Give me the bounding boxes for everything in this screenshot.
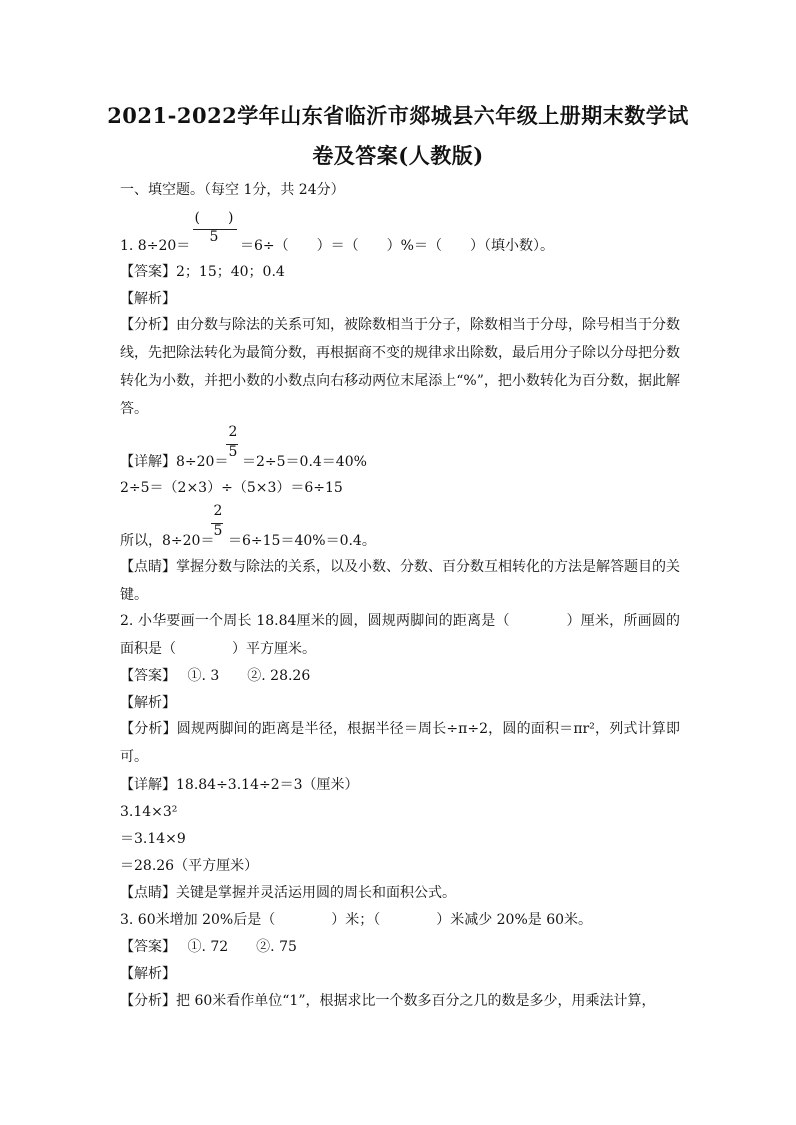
q2-dianjing: 【点睛】关键是掌握并灵活运用圆的周长和面积公式。	[120, 885, 456, 901]
q2-analysis: 【分析】圆规两脚间的距离是半径，根据半径＝周长÷π÷2，圆的面积＝πr²，列式计算即可。	[120, 721, 680, 765]
q3-answer: 【答案】 ①. 72 ②. 75	[120, 939, 297, 955]
q1-so-fraction-denominator: 5	[213, 523, 223, 539]
q1-detail-line-2: 2÷5＝（2×3）÷（5×3）＝6÷15	[120, 480, 343, 496]
q1-fraction-numerator: ( )	[194, 210, 234, 226]
q1-question-right: ＝6÷（ ）＝（ ）%＝（ ）（填小数）。	[240, 238, 554, 254]
q2-detail-line-4: ＝28.26（平方厘米）	[120, 858, 259, 874]
q2-jiexi-label: 【解析】	[120, 695, 176, 711]
q2-answer: 【答案】 ①. 3 ②. 28.26	[120, 668, 311, 684]
document-title-line-2: 卷及答案(人教版)	[312, 143, 484, 168]
q1-answer: 【答案】2；15；40；0.4	[120, 264, 285, 280]
q3-question: 3. 60米增加 20%后是（ ）米；（ ）米减少 20%是 60米。	[120, 912, 593, 928]
q1-detail-fraction-numerator: 2	[228, 424, 238, 440]
q1-conclusion-left: 所以，8÷20＝	[120, 533, 215, 549]
q2-detail-line-1: 【详解】18.84÷3.14÷2＝3（厘米）	[120, 777, 359, 793]
q1-conclusion-right: ＝6÷15＝40%＝0.4。	[228, 533, 376, 549]
q2-question: 2. 小华要画一个周长 18.84厘米的圆，圆规两脚间的距离是（ ）厘米，所画圆的面积是（ ）平方厘米。	[120, 613, 680, 657]
section-heading: 一、填空题。（每空 1分，共 24分）	[120, 182, 345, 198]
q3-analysis: 【分析】把 60米看作单位“1”，根据求比一个数多百分之几的数是多少，用乘法计算，	[120, 993, 656, 1009]
q1-analysis: 【分析】由分数与除法的关系可知，被除数相当于分子，除数相当于分母，除号相当于分数线，先把除法转化为最简分数，再根据商不变的规律求出除数，最后用分子除以分母把分数转化为小数，并把小数的小数点向右移动两位末尾添上“%”，把小数转化为百分数，据此解答。	[120, 317, 680, 417]
q1-fraction-denominator: 5	[209, 229, 219, 245]
q1-so-fraction-numerator: 2	[213, 503, 223, 519]
q2-detail-line-2: 3.14×3²	[120, 804, 178, 820]
q1-jiexi-label: 【解析】	[120, 291, 176, 307]
q2-detail-line-3: ＝3.14×9	[120, 831, 186, 847]
q3-jiexi-label: 【解析】	[120, 966, 176, 982]
document-title-line-1: 2021-2022学年山东省临沂市郯城县六年级上册期末数学试	[107, 103, 689, 128]
q1-dianjing: 【点睛】掌握分数与除法的关系，以及小数、分数、百分数互相转化的方法是解答题目的关键。	[120, 559, 680, 603]
q1-detail-right: ＝2÷5＝0.4＝40%	[242, 454, 367, 470]
q1-detail-left: 【详解】8÷20＝	[120, 454, 229, 470]
q1-question-left: 1. 8÷20＝	[120, 238, 191, 254]
q1-detail-fraction-denominator: 5	[228, 444, 238, 460]
